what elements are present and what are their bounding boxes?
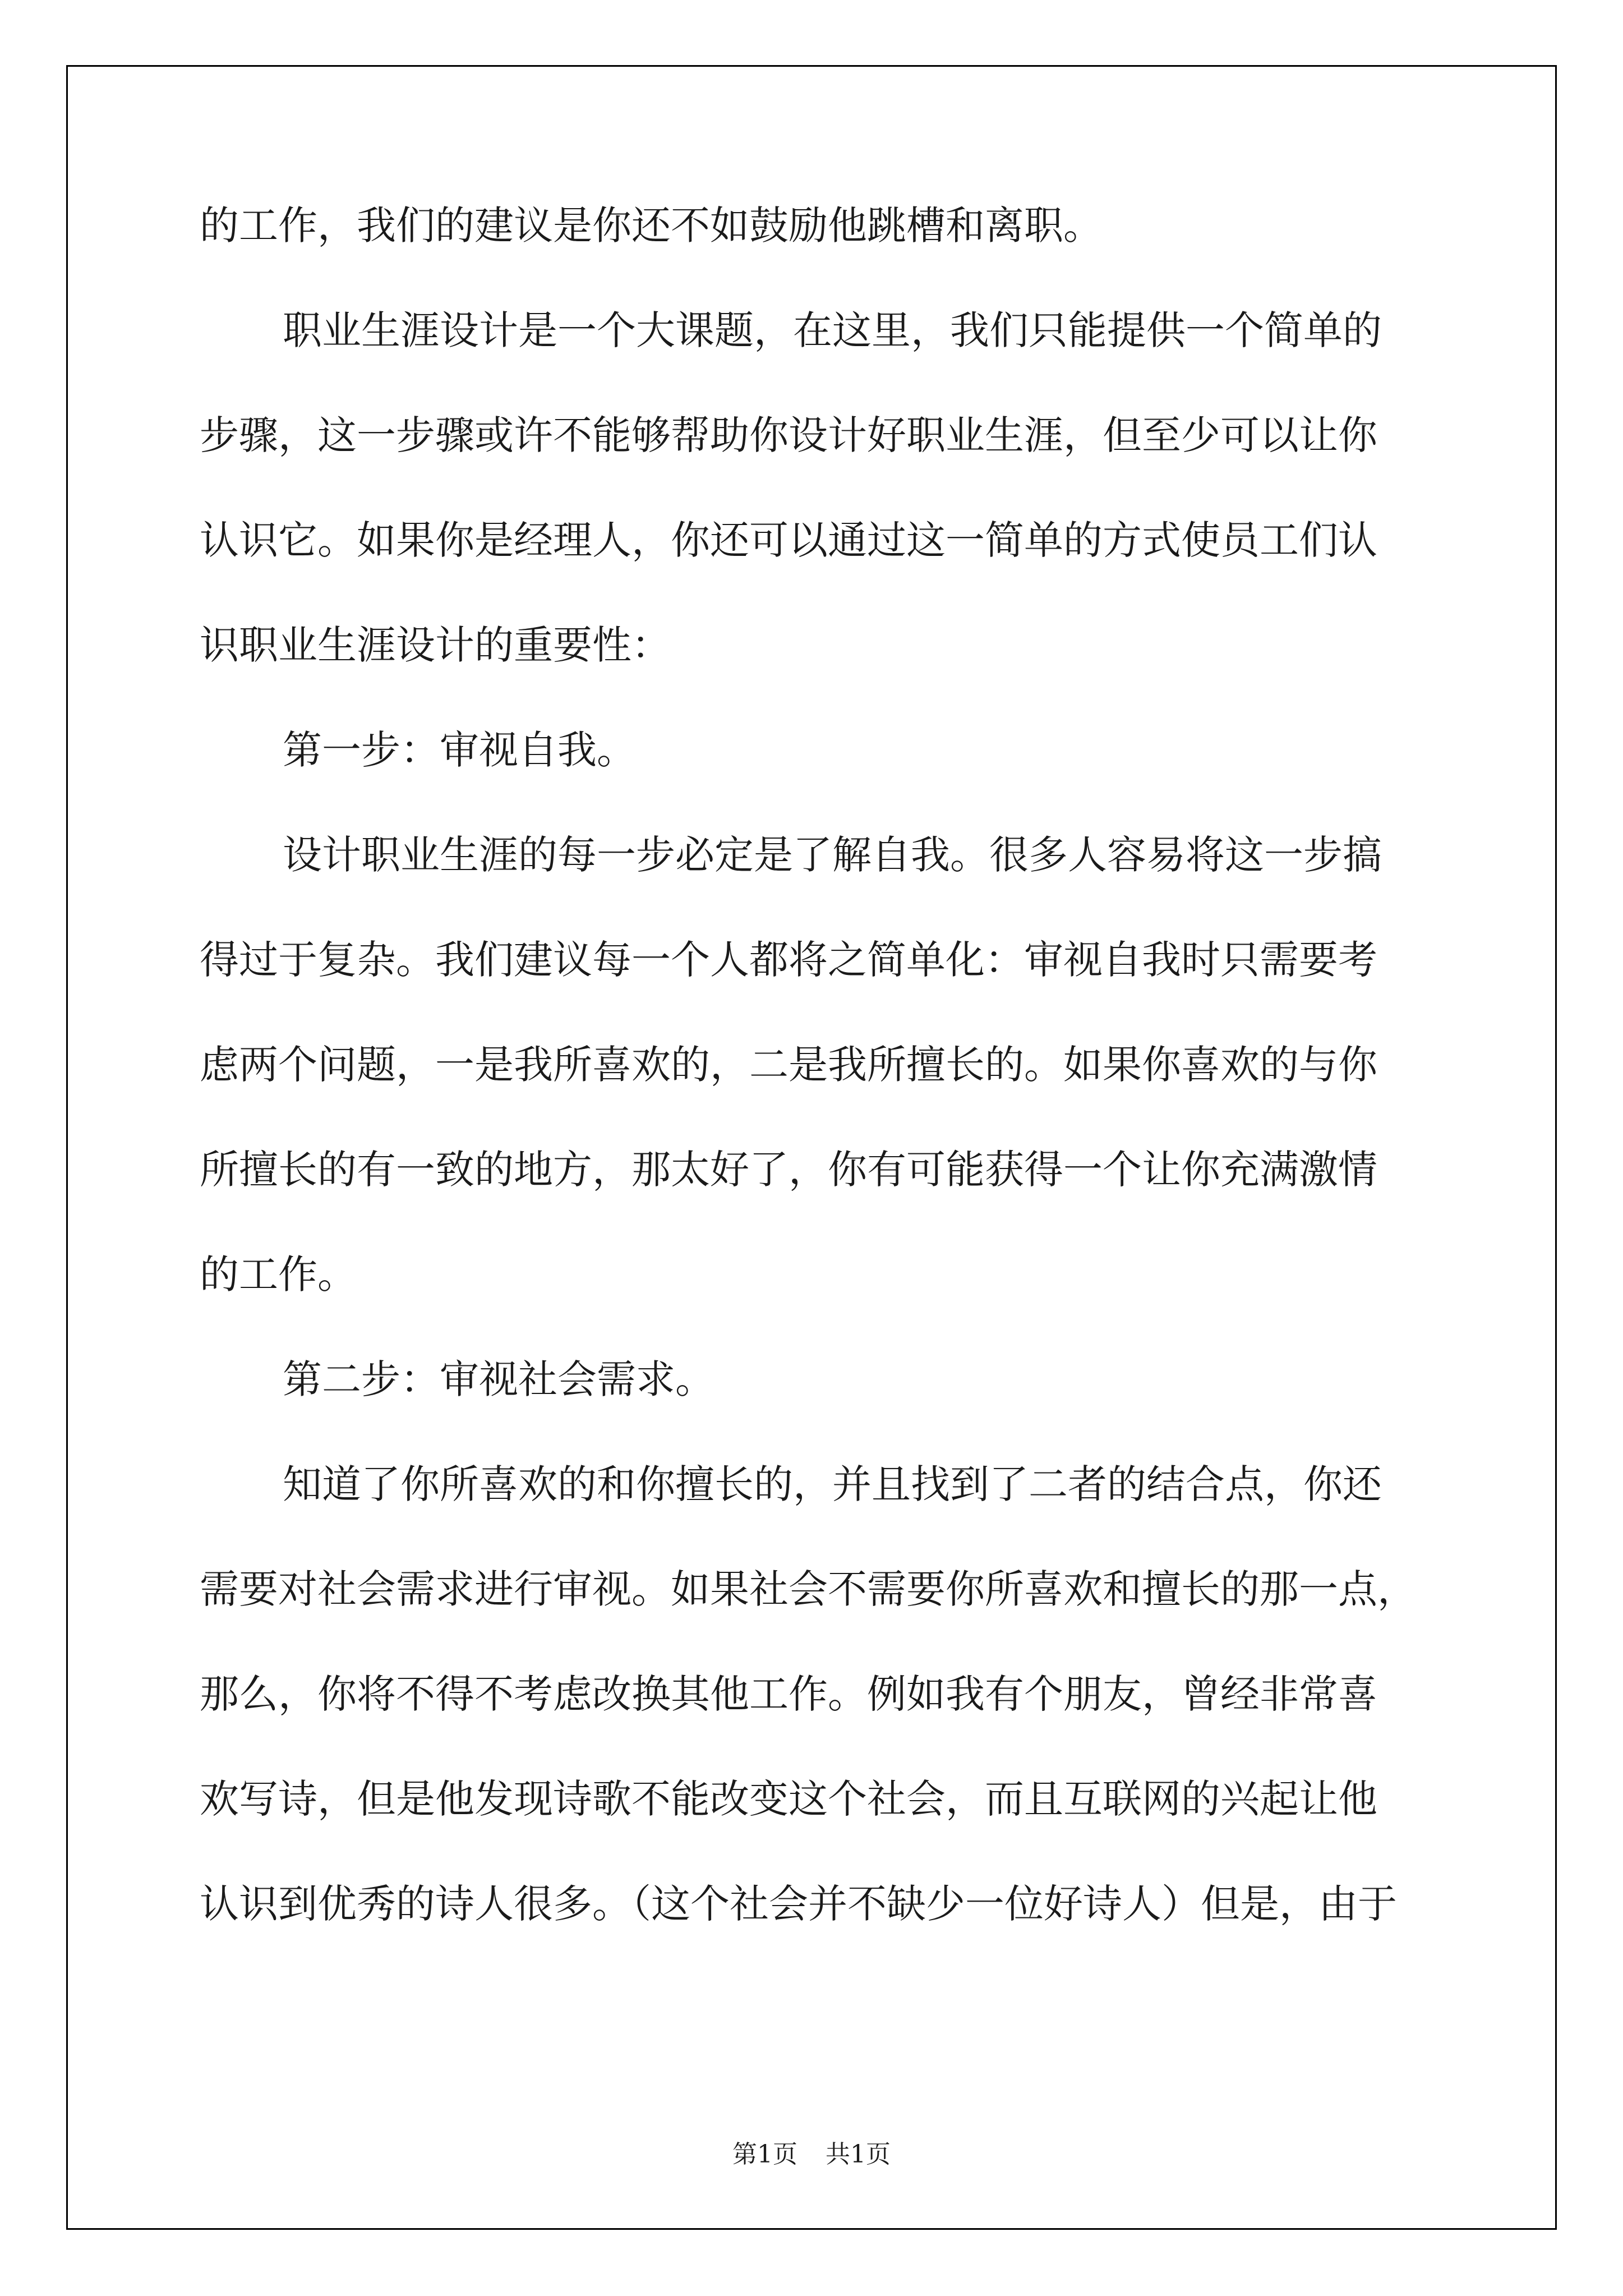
text-line: 需要对社会需求进行审视。如果社会不需要你所喜欢和擅长的那一点， <box>200 1566 1417 1612</box>
text-line: 步骤，这一步骤或许不能够帮助你设计好职业生涯，但至少可以让你 <box>200 412 1377 458</box>
text-line: 欢写诗，但是他发现诗歌不能改变这个社会，而且互联网的兴起让他 <box>200 1776 1377 1822</box>
text-line: 知道了你所喜欢的和你擅长的，并且找到了二者的结合点，你还 <box>283 1461 1382 1507</box>
text-line: 那么，你将不得不考虑改换其他工作。例如我有个朋友，曾经非常喜 <box>200 1671 1377 1717</box>
text-line: 所擅长的有一致的地方，那太好了，你有可能获得一个让你充满激情 <box>200 1147 1377 1193</box>
text-line: 识职业生涯设计的重要性： <box>200 622 671 668</box>
text-line: 设计职业生涯的每一步必定是了解自我。很多人容易将这一步搞 <box>283 832 1382 878</box>
text-line: 认识到优秀的诗人很多。（这个社会并不缺少一位好诗人）但是，由于 <box>200 1881 1397 1927</box>
page-total: 共1页 <box>826 2140 891 2169</box>
text-line: 职业生涯设计是一个大课题，在这里，我们只能提供一个简单的 <box>283 307 1382 353</box>
text-line: 得过于复杂。我们建议每一个人都将之简单化：审视自我时只需要考 <box>200 937 1377 983</box>
text-line: 的工作，我们的建议是你还不如鼓励他跳槽和离职。 <box>200 203 1103 249</box>
text-line: 第一步：审视自我。 <box>283 727 636 773</box>
page-number: 第1页 <box>732 2140 797 2169</box>
text-line: 的工作。 <box>200 1251 357 1297</box>
page-footer <box>0 2134 1623 2170</box>
text-line: 虑两个问题，一是我所喜欢的，二是我所擅长的。如果你喜欢的与你 <box>200 1042 1377 1088</box>
text-line: 认识它。如果你是经理人，你还可以通过这一简单的方式使员工们认 <box>200 517 1377 563</box>
text-line: 第二步：审视社会需求。 <box>283 1356 714 1402</box>
